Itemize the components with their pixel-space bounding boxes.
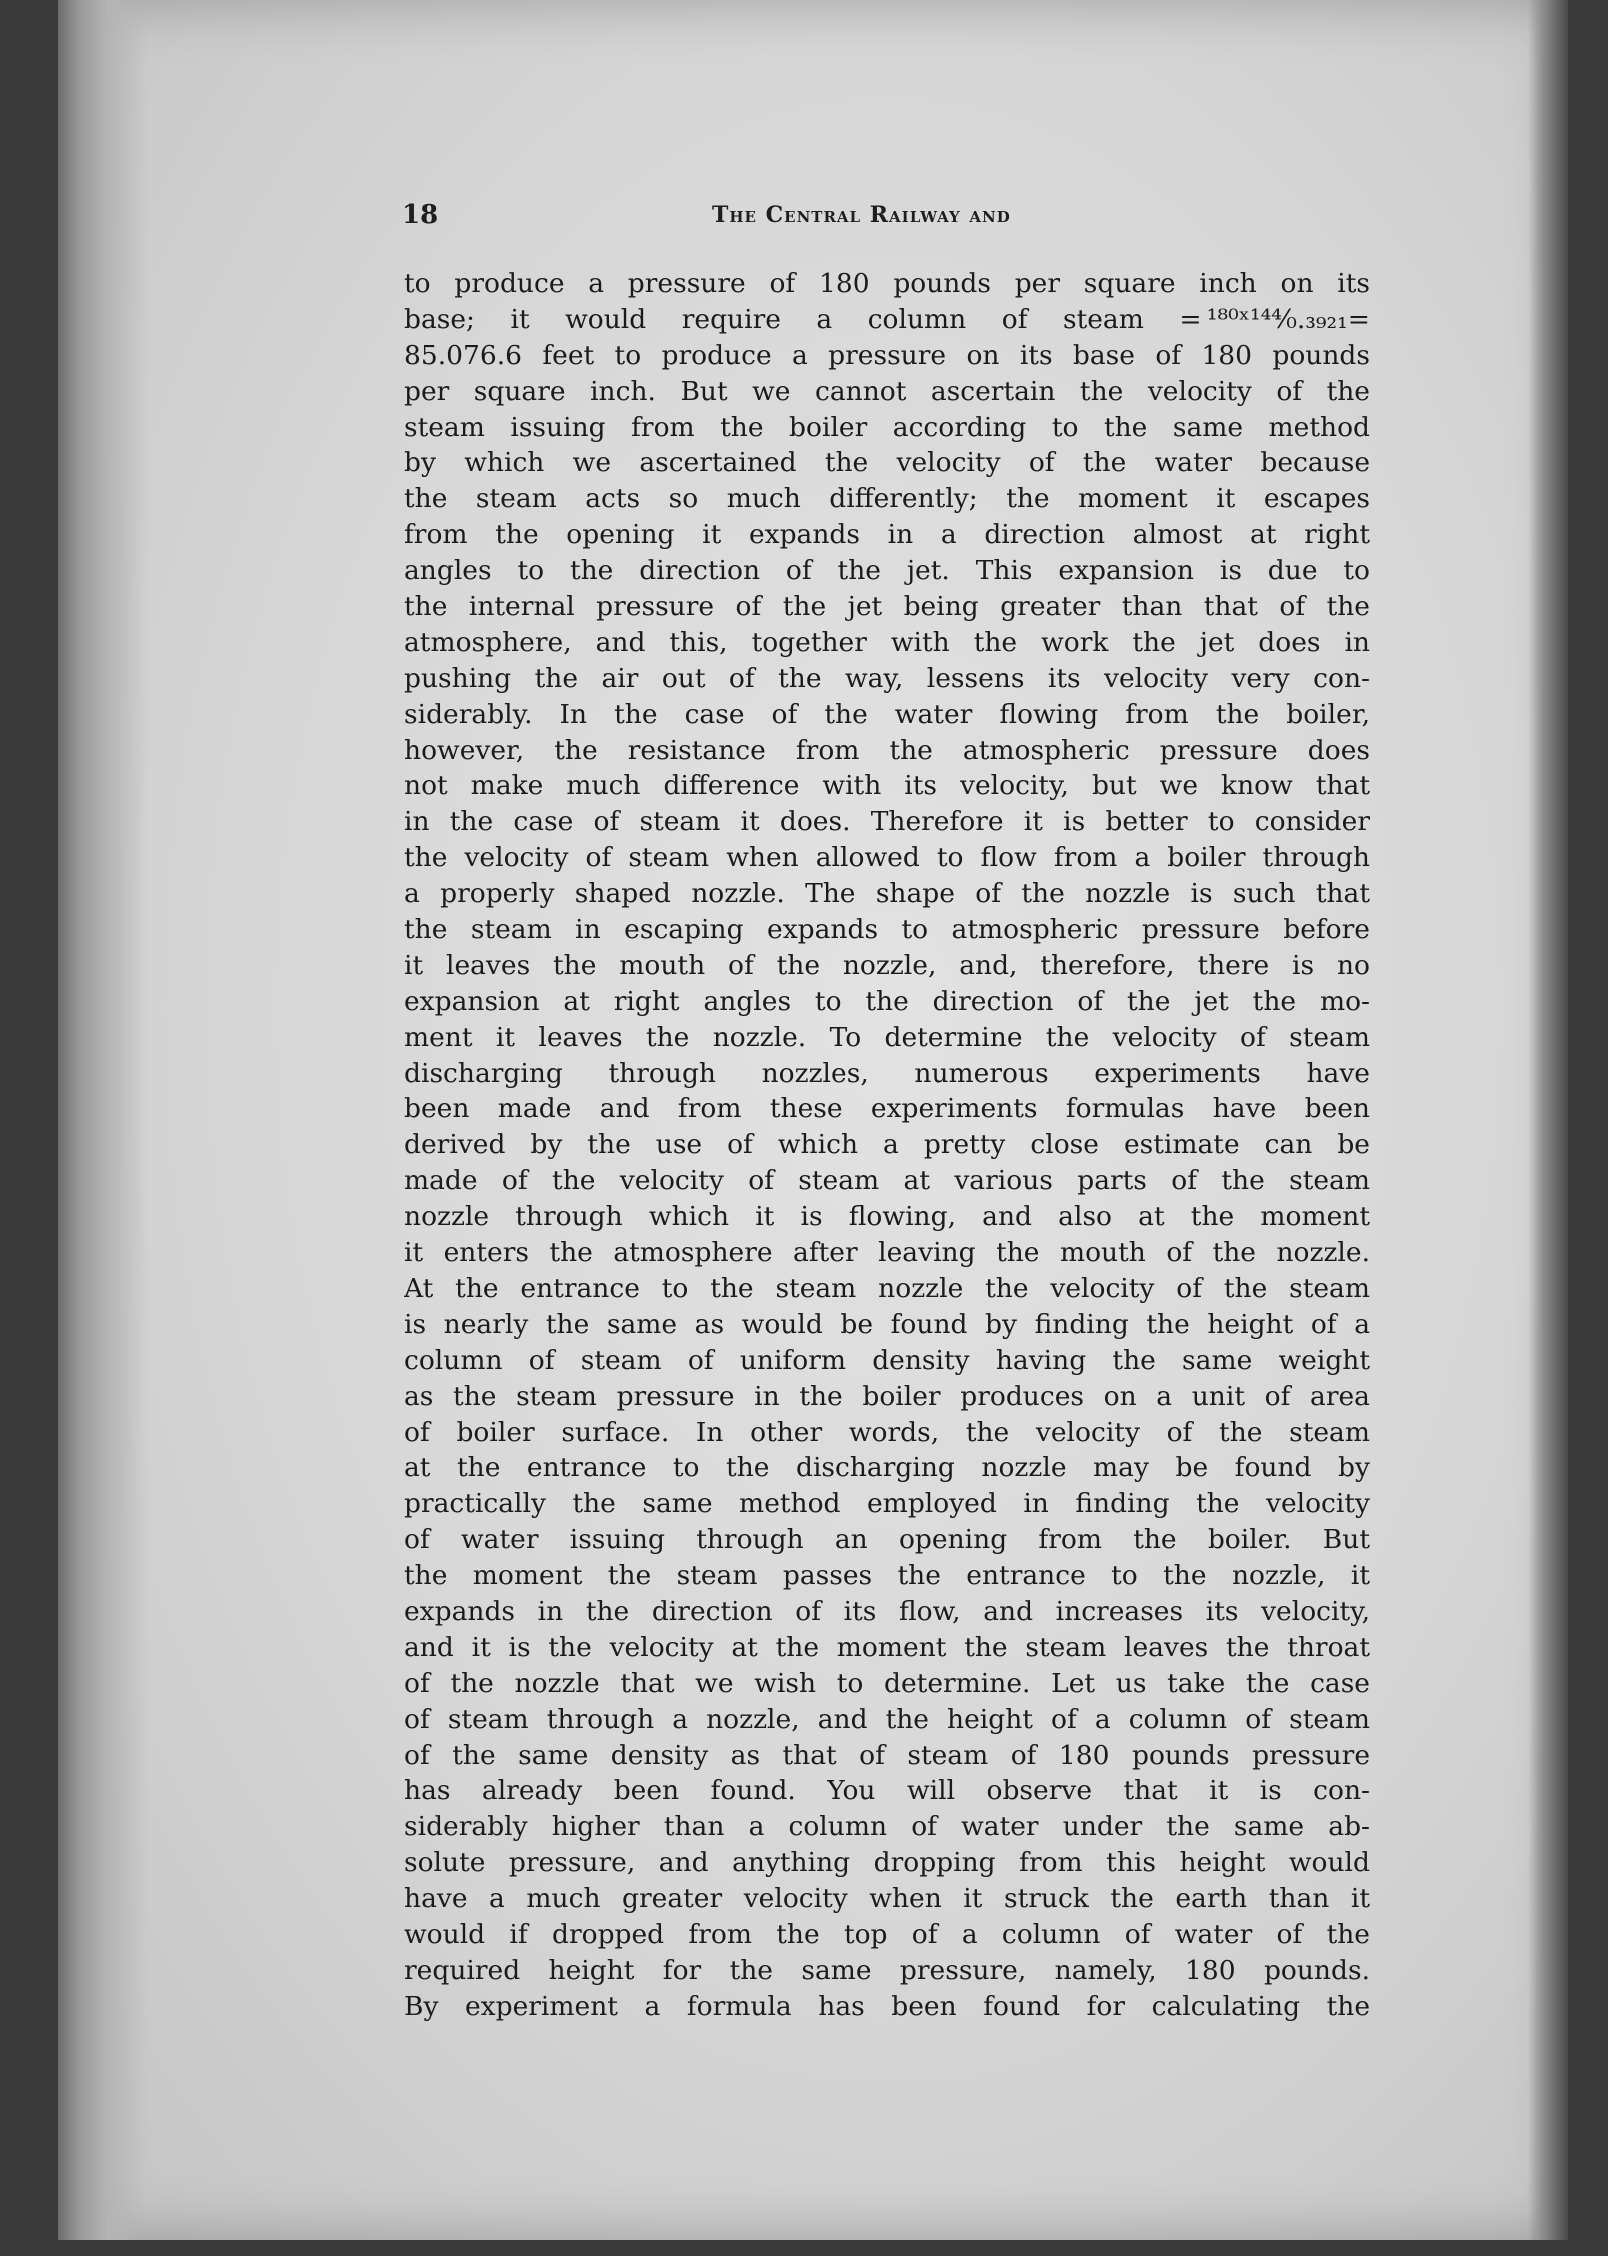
text-line: has already been found. You will observe that it is con- <box>404 1775 1370 1807</box>
text-line: in the case of steam it does. Therefore it is better to consider <box>404 806 1370 838</box>
page-gutter-edges <box>58 0 148 2240</box>
running-head: The Central Railway and <box>712 202 1011 228</box>
text-line: is nearly the same as would be found by finding the height of a <box>404 1308 1370 1340</box>
body-text <box>404 266 1370 2025</box>
text-line: required height for the same pressure, namely, 180 pounds. <box>404 1954 1370 1986</box>
text-line: the steam in escaping expands to atmospheric pressure before <box>404 914 1370 946</box>
text-line: atmosphere, and this, together with the work the jet does in <box>404 626 1370 658</box>
text-line: of boiler surface. In other words, the velocity of the steam <box>404 1416 1370 1448</box>
text-line: ment it leaves the nozzle. To determine the velocity of steam <box>404 1021 1370 1053</box>
text-line: it enters the atmosphere after leaving the mouth of the nozzle. <box>404 1237 1370 1269</box>
text-line: of steam through a nozzle, and the height of a column of steam <box>404 1703 1370 1735</box>
text-line: the velocity of steam when allowed to flow from a boiler through <box>404 842 1370 874</box>
text-line: the moment the steam passes the entrance to the nozzle, it <box>404 1560 1370 1592</box>
text-line: it leaves the mouth of the nozzle, and, therefore, there is no <box>404 949 1370 981</box>
page-right-edge <box>1528 0 1568 2240</box>
page-header <box>402 200 1102 240</box>
text-line: discharging through nozzles, numerous experiments have <box>404 1057 1370 1089</box>
text-line: to produce a pressure of 180 pounds per square inch on its <box>404 268 1370 299</box>
text-line: however, the resistance from the atmospheric pressure does <box>404 734 1370 766</box>
text-line: from the opening it expands in a direction almost at right <box>404 519 1370 551</box>
text-line: siderably higher than a column of water under the same ab- <box>404 1811 1370 1843</box>
text-line: would if dropped from the top of a column of water of the <box>404 1918 1370 1950</box>
text-line: at the entrance to the discharging nozzle may be found by <box>404 1452 1370 1484</box>
text-line: nozzle through which it is flowing, and also at the moment <box>404 1201 1370 1233</box>
text-line: pushing the air out of the way, lessens its velocity very con- <box>404 662 1370 694</box>
text-line: expands in the direction of its flow, and increases its velocity, <box>404 1595 1370 1627</box>
text-line: practically the same method employed in finding the velocity <box>404 1488 1370 1520</box>
text-line: by which we ascertained the velocity of the water because <box>404 447 1370 479</box>
text-line: been made and from these experiments formulas have been <box>404 1093 1370 1125</box>
text-line: per square inch. But we cannot ascertain the velocity of the <box>404 375 1370 407</box>
text-line: expansion at right angles to the direction of the jet the mo- <box>404 985 1370 1017</box>
text-line: have a much greater velocity when it struck the earth than it <box>404 1883 1370 1915</box>
text-line: the internal pressure of the jet being greater than that of the <box>404 591 1370 623</box>
text-line: as the steam pressure in the boiler produces on a unit of area <box>404 1380 1370 1412</box>
text-line: base; it would require a column of steam = ¹⁸⁰ˣ¹⁴⁴⁄₀.₃₉₂₁= <box>404 303 1370 335</box>
text-line: By experiment a formula has been found for calculating the <box>404 1990 1370 2022</box>
text-line: 85.076.6 feet to produce a pressure on its base of 180 pounds <box>404 339 1370 371</box>
text-line: and it is the velocity at the moment the steam leaves the throat <box>404 1631 1370 1663</box>
text-line: of water issuing through an opening from the boiler. But <box>404 1524 1370 1556</box>
text-line: derived by the use of which a pretty close estimate can be <box>404 1129 1370 1161</box>
text-line: made of the velocity of steam at various parts of the steam <box>404 1165 1370 1197</box>
text-line: column of steam of uniform density having the same weight <box>404 1344 1370 1376</box>
text-line: solute pressure, and anything dropping from this height would <box>404 1847 1370 1879</box>
text-line: steam issuing from the boiler according to the same method <box>404 411 1370 443</box>
text-line: of the same density as that of steam of 180 pounds pressure <box>404 1739 1370 1771</box>
text-line: a properly shaped nozzle. The shape of the nozzle is such that <box>404 878 1370 910</box>
text-line: angles to the direction of the jet. This expansion is due to <box>404 555 1370 587</box>
text-line: At the entrance to the steam nozzle the velocity of the steam <box>404 1272 1370 1304</box>
page-number: 18 <box>402 200 439 230</box>
text-line: the steam acts so much differently; the moment it escapes <box>404 483 1370 515</box>
text-line: not make much difference with its velocity, but we know that <box>404 770 1370 802</box>
text-line: siderably. In the case of the water flowing from the boiler, <box>404 698 1370 730</box>
text-line: of the nozzle that we wish to determine. Let us take the case <box>404 1667 1370 1699</box>
